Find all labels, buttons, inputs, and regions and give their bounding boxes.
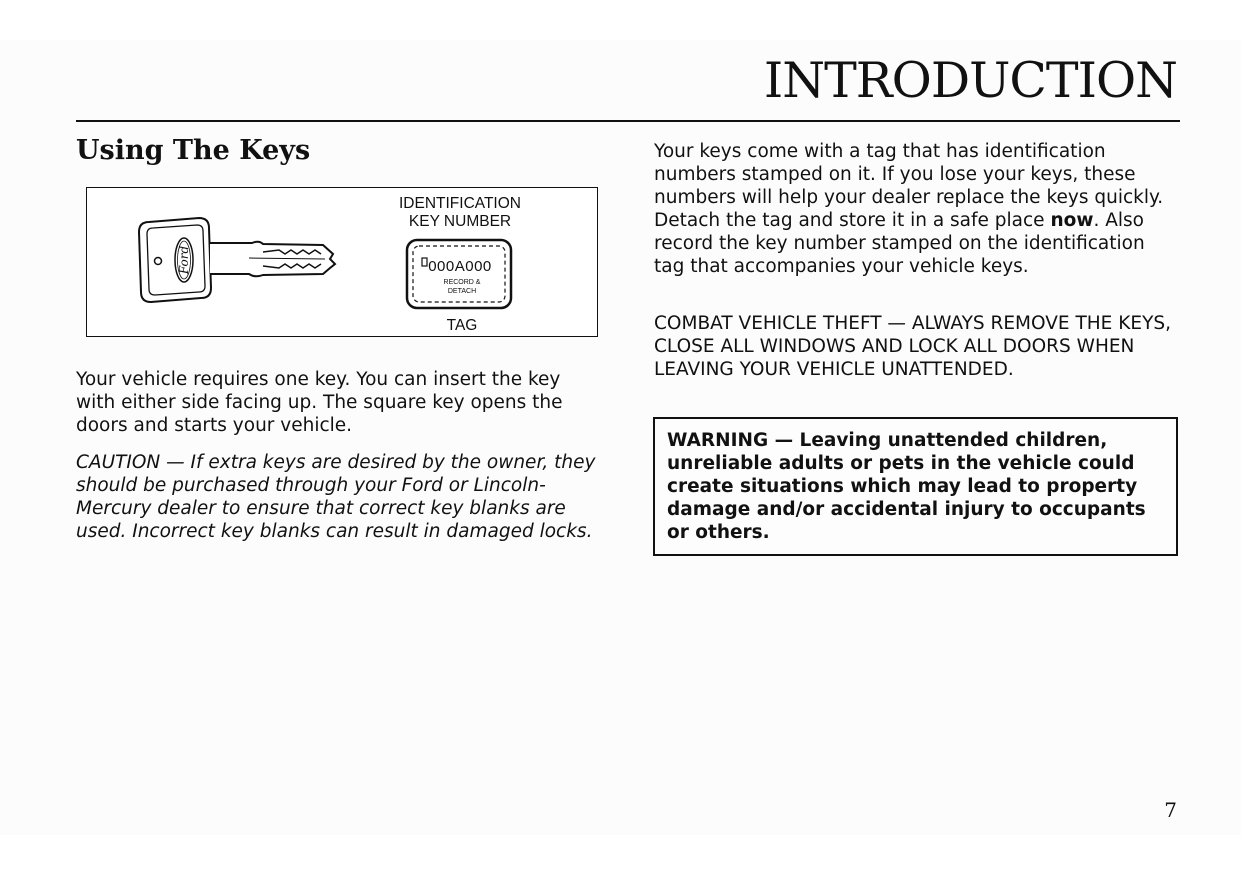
keys-paragraph: Your vehicle requires one key. You can insert the key with either side facing up. The square key opens the doors and starts your vehicle. [76,369,563,436]
warning-text: WARNING — Leaving unattended children, unreliable adults or pets in the vehicle could create situations which may lead to property damage and/or accidental injury to occupants or others. [667,430,1146,543]
tag-paragraph-text-2: . Also record the key number stamped on the identification tag that accompanies your vehicle keys. [654,210,1145,277]
tag-record-detach [432,278,492,296]
tag-paragraph-text-1: Your keys come with a tag that has identification numbers stamped on it. If you lose your keys, these numbers will help your dealer replace the keys quickly. Detach the tag and store it in a safe place [654,141,1164,231]
section-heading: Using The Keys [76,135,311,166]
tag-label: TAG [446,317,478,334]
key-illustration [86,187,598,337]
tag-paragraph-emphasis: now [1050,210,1094,231]
identification-label-line1: IDENTIFICATION [399,195,521,212]
ford-logo-text: Ford [177,245,191,275]
tag-record-line2: DETACH [447,288,477,295]
theft-paragraph: COMBAT VEHICLE THEFT — ALWAYS REMOVE THE KEYS, CLOSE ALL WINDOWS AND LOCK ALL DOORS WHEN LEAVING YOUR VEHICLE UNATTENDED. [654,313,1171,380]
page-number: 7 [1164,798,1177,822]
identification-label [385,195,535,231]
header-rule [76,120,1180,122]
caution-paragraph: CAUTION — If extra keys are desired by the owner, they should be purchased through your Ford or Lincoln-Mercury dealer to ensure that correct key blanks are used. Incorrect key blanks can result in damaged locks. [76,452,596,542]
key-icon [139,218,335,302]
tag-paragraph [654,140,1174,278]
chapter-title: INTRODUCTION [763,52,1177,109]
warning-box [653,417,1178,556]
tag-record-line1: RECORD & [443,279,481,286]
tag-key-number: 000A000 [428,258,492,275]
identification-label-line2: KEY NUMBER [408,213,512,230]
